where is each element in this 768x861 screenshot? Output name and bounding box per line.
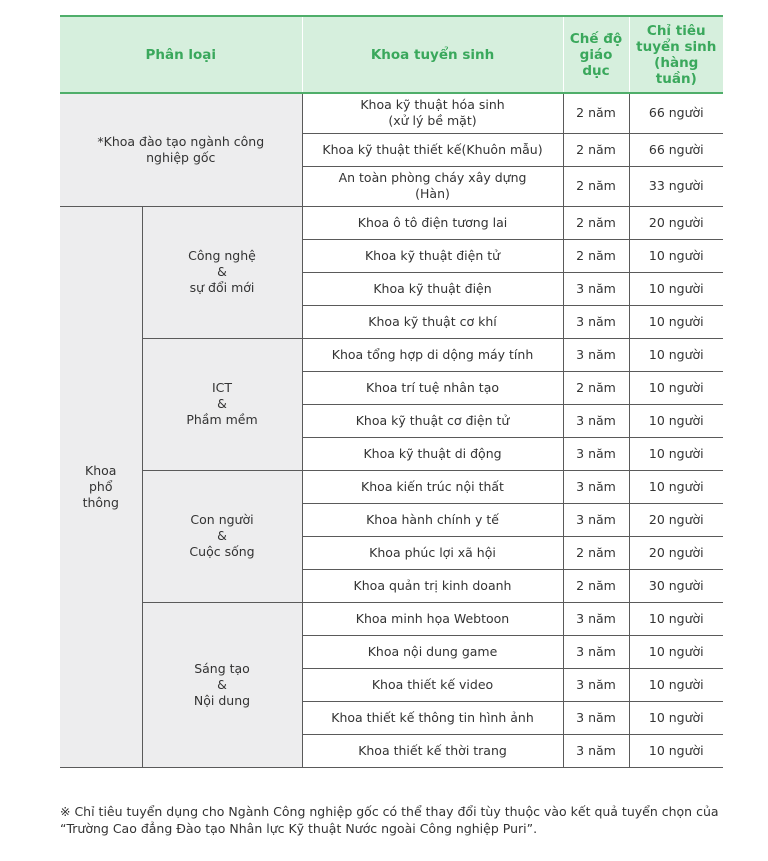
header-course: Khoa tuyển sinh [302,16,563,93]
group-label: Sáng tạo & Nội dung [142,602,302,767]
course-name: Khoa kỹ thuật thiết kế(Khuôn mẫu) [302,133,563,166]
course-duration: 3 năm [563,272,629,305]
course-quota: 10 người [629,701,723,734]
table-row [60,206,723,239]
course-name: Khoa quản trị kinh doanh [302,569,563,602]
course-duration: 3 năm [563,668,629,701]
header-duration: Chế độ giáo dục [563,16,629,93]
course-duration: 3 năm [563,602,629,635]
course-name: Khoa kỹ thuật hóa sinh (xử lý bề mặt) [302,93,563,133]
course-quota: 20 người [629,536,723,569]
course-quota: 10 người [629,602,723,635]
course-quota: 20 người [629,503,723,536]
course-name: An toàn phòng cháy xây dựng (Hàn) [302,166,563,206]
course-quota: 30 người [629,569,723,602]
course-duration: 2 năm [563,536,629,569]
table-row [60,338,723,371]
course-name: Khoa tổng hợp di dộng máy tính [302,338,563,371]
admission-table [60,15,723,768]
course-name: Khoa thiết kế thời trang [302,734,563,767]
course-name: Khoa kỹ thuật di động [302,437,563,470]
course-name: Khoa kiến trúc nội thất [302,470,563,503]
course-duration: 3 năm [563,503,629,536]
course-name: Khoa kỹ thuật cơ điện tử [302,404,563,437]
course-name: Khoa minh họa Webtoon [302,602,563,635]
course-duration: 3 năm [563,635,629,668]
course-duration: 3 năm [563,305,629,338]
course-name: Khoa thiết kế video [302,668,563,701]
course-quota: 20 người [629,206,723,239]
course-quota: 10 người [629,239,723,272]
course-duration: 2 năm [563,371,629,404]
course-name: Khoa kỹ thuật cơ khí [302,305,563,338]
table-row [60,470,723,503]
course-duration: 2 năm [563,166,629,206]
course-duration: 3 năm [563,437,629,470]
general-department-label: Khoa phổ thông [60,206,142,767]
course-duration: 3 năm [563,701,629,734]
footnote: ※ Chỉ tiêu tuyển dụng cho Ngành Công nghiệp gốc có thể thay đổi tùy thuộc vào kết quả tuyển chọn của “Trường Cao đẳng Đào tạo Nhân lực Kỹ thuật Nước ngoài Công nghiệp Puri”. [60,804,719,836]
course-quota: 10 người [629,437,723,470]
course-name: Khoa hành chính y tế [302,503,563,536]
course-duration: 3 năm [563,734,629,767]
course-quota: 10 người [629,635,723,668]
course-duration: 3 năm [563,404,629,437]
course-quota: 33 người [629,166,723,206]
root-industry-label: *Khoa đào tạo ngành công nghiệp gốc [60,93,302,206]
header-category: Phân loại [60,16,302,93]
course-quota: 10 người [629,470,723,503]
course-name: Khoa kỹ thuật điện [302,272,563,305]
course-quota: 10 người [629,305,723,338]
course-duration: 2 năm [563,569,629,602]
course-quota: 10 người [629,404,723,437]
course-quota: 10 người [629,272,723,305]
course-quota: 10 người [629,734,723,767]
course-name: Khoa nội dung game [302,635,563,668]
header-quota: Chỉ tiêu tuyển sinh (hàng tuần) [629,16,723,93]
course-quota: 10 người [629,668,723,701]
course-name: Khoa kỹ thuật điện tử [302,239,563,272]
course-quota: 66 người [629,133,723,166]
course-name: Khoa ô tô điện tương lai [302,206,563,239]
course-duration: 2 năm [563,206,629,239]
table-row [60,93,723,133]
header-row [60,16,723,93]
course-duration: 3 năm [563,338,629,371]
course-name: Khoa thiết kế thông tin hình ảnh [302,701,563,734]
course-quota: 10 người [629,338,723,371]
course-name: Khoa trí tuệ nhân tạo [302,371,563,404]
course-quota: 66 người [629,93,723,133]
group-label: Con người & Cuộc sống [142,470,302,602]
group-label: Công nghệ & sự đổi mới [142,206,302,338]
course-name: Khoa phúc lợi xã hội [302,536,563,569]
course-quota: 10 người [629,371,723,404]
course-duration: 2 năm [563,239,629,272]
course-duration: 2 năm [563,93,629,133]
group-label: ICT & Phầm mềm [142,338,302,470]
course-duration: 2 năm [563,133,629,166]
course-duration: 3 năm [563,470,629,503]
table-row [60,602,723,635]
